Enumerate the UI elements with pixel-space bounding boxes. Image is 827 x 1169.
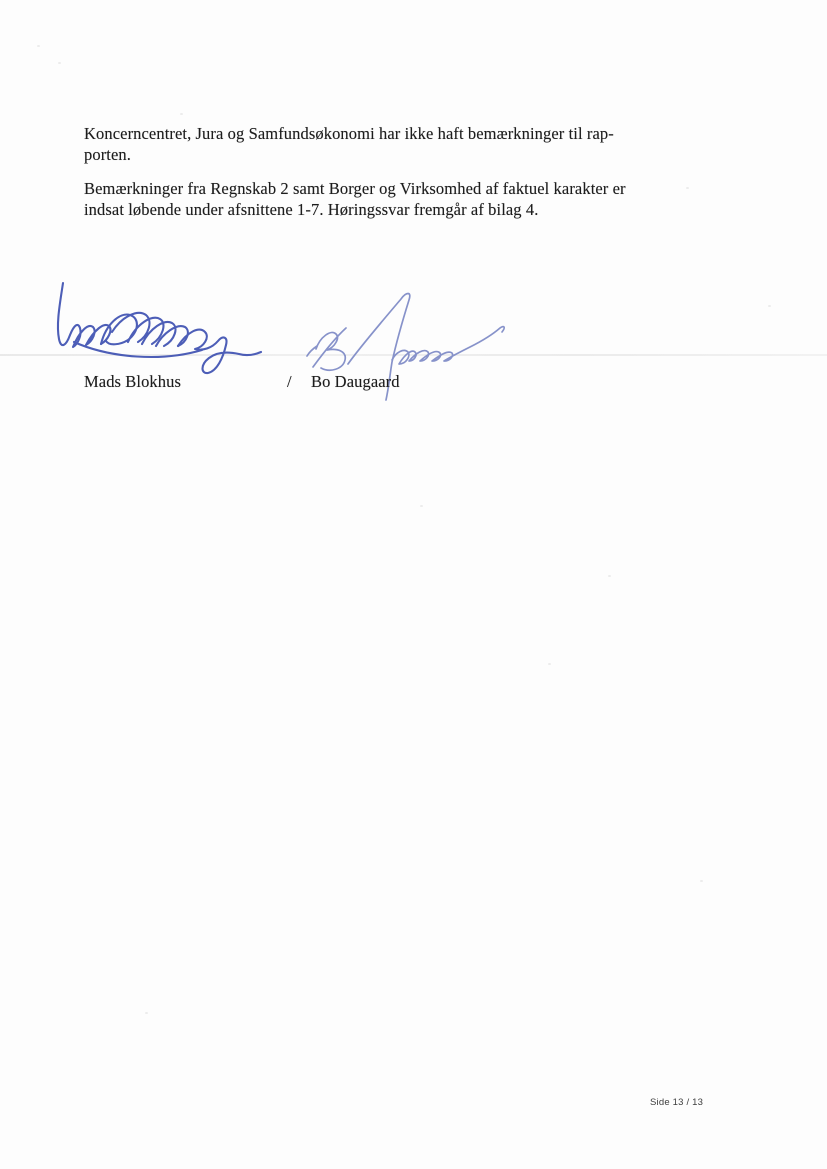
page-number: Side 13 / 13 <box>650 1097 704 1108</box>
signatory-name-right: Bo Daugaard <box>311 372 400 391</box>
paragraph-line: porten. <box>84 145 131 164</box>
paragraph-line: indsat løbende under afsnittene 1-7. Høringssvar fremgår af bilag 4. <box>84 200 539 219</box>
paragraph-no-remarks <box>84 123 614 165</box>
paragraph-remarks-inserted <box>84 178 626 220</box>
signatory-separator: / <box>287 372 292 391</box>
paragraph-line: Bemærkninger fra Regnskab 2 samt Borger og Virksomhed af faktuel karakter er <box>84 179 626 198</box>
paragraph-line: Koncerncentret, Jura og Samfundsøkonomi har ikke haft bemærkninger til rap- <box>84 124 614 143</box>
signatory-name-left: Mads Blokhus <box>84 372 182 391</box>
